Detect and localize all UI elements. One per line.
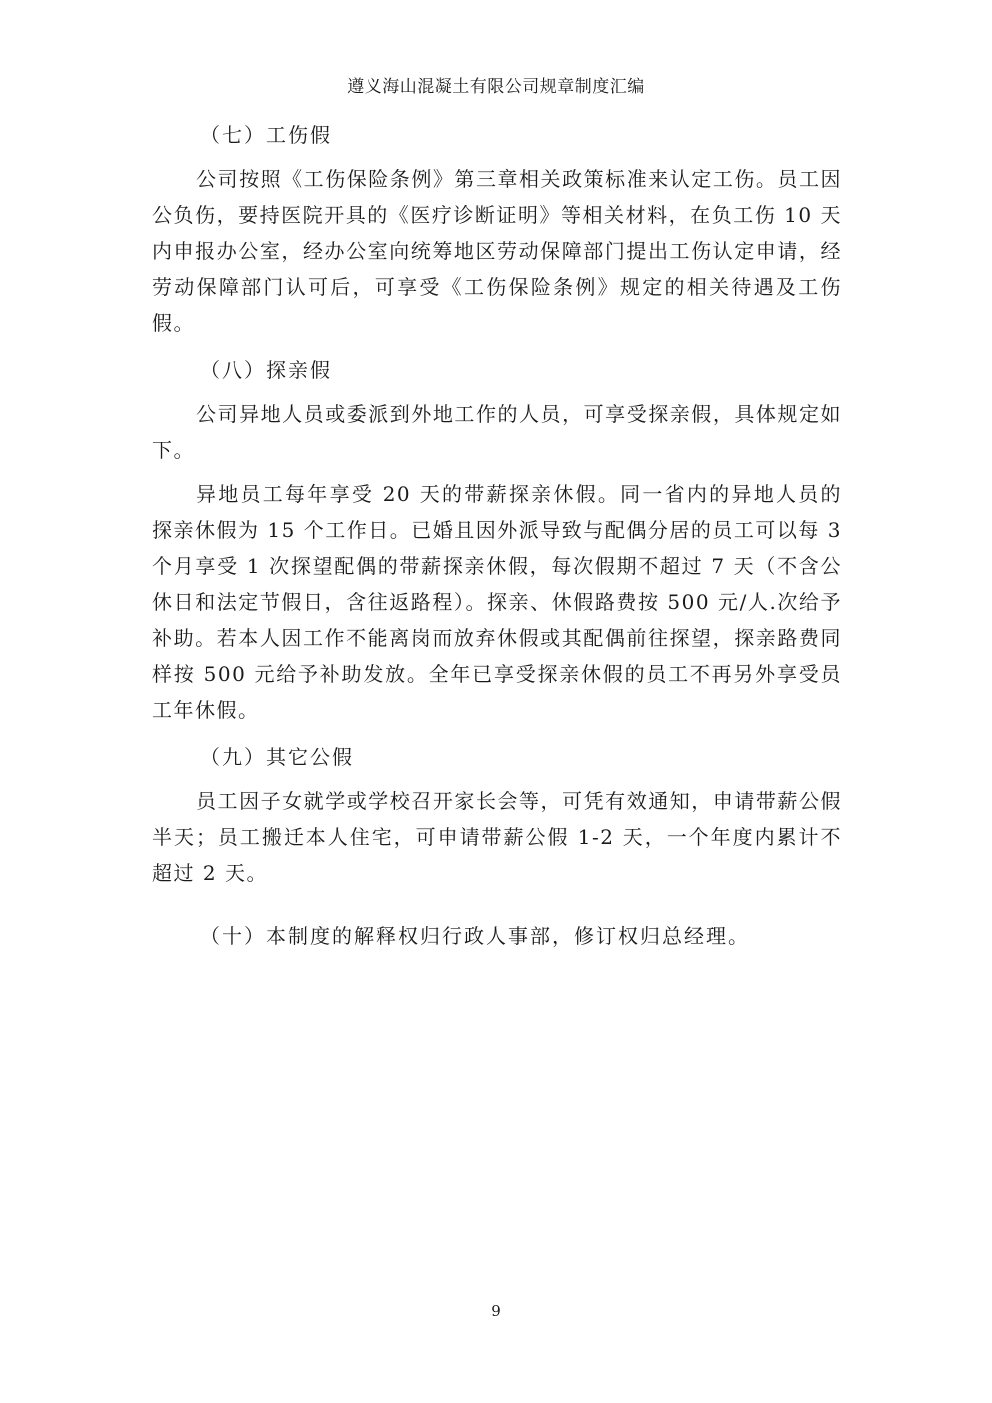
document-body xyxy=(152,118,842,954)
home-visit-leave-rules-paragraph: 异地员工每年享受 20 天的带薪探亲休假。同一省内的异地人员的探亲休假为 15 个工作日。已婚且因外派导致与配偶分居的员工可以每 3 个月享受 1 次探望配偶的带薪探亲休假，每次假期不超过 7 天（不含公休日和法定节假日，含往返路程）。探亲、休假路费按 500 元/人.次给予补助。若本人因工作不能离岗而放弃休假或其配偶前往探望，探亲路费同样按 500 元给予补助发放。全年已享受探亲休假的员工不再另外享受员工年休假。 xyxy=(152,482,842,722)
section-heading-home-visit-leave: （八）探亲假 xyxy=(200,358,332,382)
page-number: 9 xyxy=(491,1302,501,1320)
work-injury-leave-paragraph: 公司按照《工伤保险条例》第三章相关政策标准来认定工伤。员工因公负伤，要持医院开具的《医疗诊断证明》等相关材料，在负工伤 10 天内申报办公室，经办公室向统筹地区劳动保障部门提出工伤认定申请，经劳动保障部门认可后，可享受《工伤保险条例》规定的相关待遇及工伤假。 xyxy=(152,167,842,335)
section-heading-other-leave: （九）其它公假 xyxy=(200,745,354,769)
running-header: 遵义海山混凝土有限公司规章制度汇编 xyxy=(347,77,645,97)
other-leave-paragraph: 员工因子女就学或学校召开家长会等，可凭有效通知，申请带薪公假半天；员工搬迁本人住宅，可申请带薪公假 1-2 天，一个年度内累计不超过 2 天。 xyxy=(152,789,842,885)
home-visit-leave-intro-paragraph: 公司异地人员或委派到外地工作的人员，可享受探亲假，具体规定如下。 xyxy=(152,402,842,462)
section-heading-interpretation-rights: （十）本制度的解释权归行政人事部，修订权归总经理。 xyxy=(200,924,750,948)
section-heading-work-injury-leave: （七）工伤假 xyxy=(200,123,332,147)
